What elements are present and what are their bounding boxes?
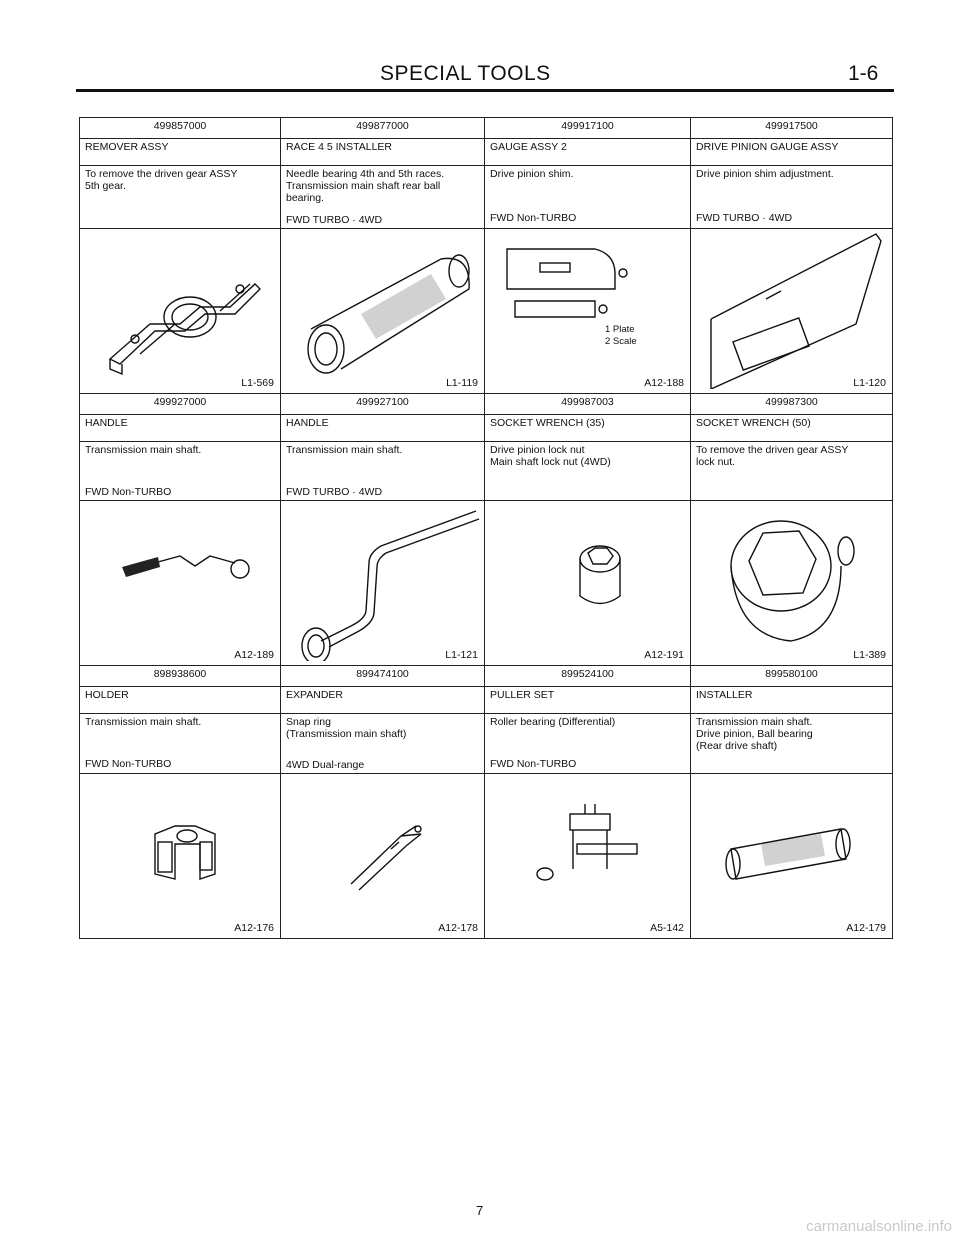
tool-description [485,166,691,229]
legend-plate: 1 Plate [605,324,635,335]
part-number-row [80,394,893,415]
special-tools-table [79,117,893,939]
application: FWD Non-TURBO [85,758,172,770]
application: FWD Non-TURBO [85,486,172,498]
tool-name: GAUGE ASSY 2 [485,139,691,166]
tool-description [691,166,893,229]
tool-illustration-cell [281,229,485,394]
tool-name-row [80,687,893,714]
tool-description [691,442,893,501]
description-line: (Rear drive shaft) [696,740,778,752]
part-number: 899580100 [691,666,893,687]
tool-illustration-cell [281,501,485,666]
tool-name-row [80,415,893,442]
description-line: Roller bearing (Differential) [490,716,616,728]
tool-name: EXPANDER [281,687,485,714]
figure-code: L1-389 [853,649,886,661]
application: FWD TURBO · 4WD [286,214,383,226]
page-title: SPECIAL TOOLS [380,62,551,85]
tool-name: HANDLE [281,415,485,442]
description-line: Main shaft lock nut (4WD) [490,456,611,468]
holder-illustration [80,774,280,934]
part-number-row [80,666,893,687]
tool-name: REMOVER ASSY [80,139,281,166]
figure-code: A12-176 [234,922,274,934]
figure-code: L1-121 [445,649,478,661]
part-number: 898938600 [80,666,281,687]
application: 4WD Dual-range [286,759,365,771]
description-line: Drive pinion shim. [490,168,574,180]
handle-illustration [80,501,280,661]
tool-description [691,714,893,774]
description-line: Transmission main shaft. [85,444,202,456]
tool-name: PULLER SET [485,687,691,714]
application: FWD TURBO · 4WD [286,486,383,498]
figure-code: L1-569 [241,377,274,389]
description-line: bearing. [286,192,324,204]
part-number: 499857000 [80,118,281,139]
tool-illustration-cell [80,774,281,939]
pinion-gauge-illustration [691,229,893,389]
figure-code: L1-120 [853,377,886,389]
tool-name: HANDLE [80,415,281,442]
description-line: Needle bearing 4th and 5th races. [286,168,445,180]
tool-name: SOCKET WRENCH (50) [691,415,893,442]
tool-illustration-cell [691,229,893,394]
gauge-legend [605,324,637,348]
tool-description-row [80,714,893,774]
socket-wrench-illustration [691,501,893,661]
tool-image-row [80,229,893,394]
tool-description [281,442,485,501]
part-number: 499987003 [485,394,691,415]
part-number-row [80,118,893,139]
page-number: 1-6 [848,62,879,85]
header-rule [76,89,894,92]
gauge-assy-illustration [485,229,691,389]
application: FWD Non-TURBO [490,758,577,770]
description-line: Transmission main shaft. [696,716,813,728]
figure-code: A12-191 [644,649,684,661]
description-line: lock nut. [696,456,736,468]
remover-assy-illustration [80,229,280,389]
application: FWD TURBO · 4WD [696,212,793,224]
handle-illustration [281,501,485,661]
tool-name: DRIVE PINION GAUGE ASSY [691,139,893,166]
description-line: 5th gear. [85,180,126,192]
tool-description [80,442,281,501]
tool-description [281,714,485,774]
footer-page-number: 7 [476,1203,484,1218]
application: FWD Non-TURBO [490,212,577,224]
race-installer-illustration [281,229,485,389]
part-number: 499917500 [691,118,893,139]
tool-description [80,166,281,229]
tool-illustration-cell [485,229,691,394]
part-number: 499917100 [485,118,691,139]
description-line: Transmission main shaft. [286,444,403,456]
tool-illustration-cell [485,774,691,939]
tool-illustration-cell [80,229,281,394]
description-line: Snap ring [286,716,331,728]
legend-scale: 2 Scale [605,336,637,347]
description-line: Transmission main shaft. [85,716,202,728]
part-number: 499877000 [281,118,485,139]
description-line: Drive pinion, Ball bearing [696,728,813,740]
tool-illustration-cell [281,774,485,939]
figure-code: A12-188 [644,377,684,389]
tool-description-row [80,166,893,229]
tool-name: RACE 4 5 INSTALLER [281,139,485,166]
watermark: carmanualsonline.info [806,1218,952,1235]
tool-description [485,714,691,774]
tool-description [485,442,691,501]
description-line: Drive pinion lock nut [490,444,585,456]
socket-wrench-illustration [485,501,691,661]
tool-name: HOLDER [80,687,281,714]
tool-illustration-cell [691,501,893,666]
figure-code: A5-142 [650,922,684,934]
tool-illustration-cell [691,774,893,939]
description-line: To remove the driven gear ASSY [85,168,238,180]
figure-code: L1-119 [446,377,478,389]
figure-code: A12-189 [234,649,274,661]
tool-illustration-cell [80,501,281,666]
figure-code: A12-179 [846,922,886,934]
part-number: 899524100 [485,666,691,687]
tool-name: SOCKET WRENCH (35) [485,415,691,442]
part-number: 499927100 [281,394,485,415]
expander-illustration [281,774,485,934]
installer-illustration [691,774,893,934]
tool-description-row [80,442,893,501]
description-line: (Transmission main shaft) [286,728,407,740]
part-number: 499927000 [80,394,281,415]
part-number: 899474100 [281,666,485,687]
description-line: Drive pinion shim adjustment. [696,168,834,180]
tool-image-row [80,501,893,666]
tool-description [80,714,281,774]
tool-name-row [80,139,893,166]
tool-illustration-cell [485,501,691,666]
tool-image-row [80,774,893,939]
part-number: 499987300 [691,394,893,415]
tool-name: INSTALLER [691,687,893,714]
puller-set-illustration [485,774,691,934]
tool-description [281,166,485,229]
figure-code: A12-178 [438,922,478,934]
description-line: To remove the driven gear ASSY [696,444,849,456]
description-line: Transmission main shaft rear ball [286,180,441,192]
